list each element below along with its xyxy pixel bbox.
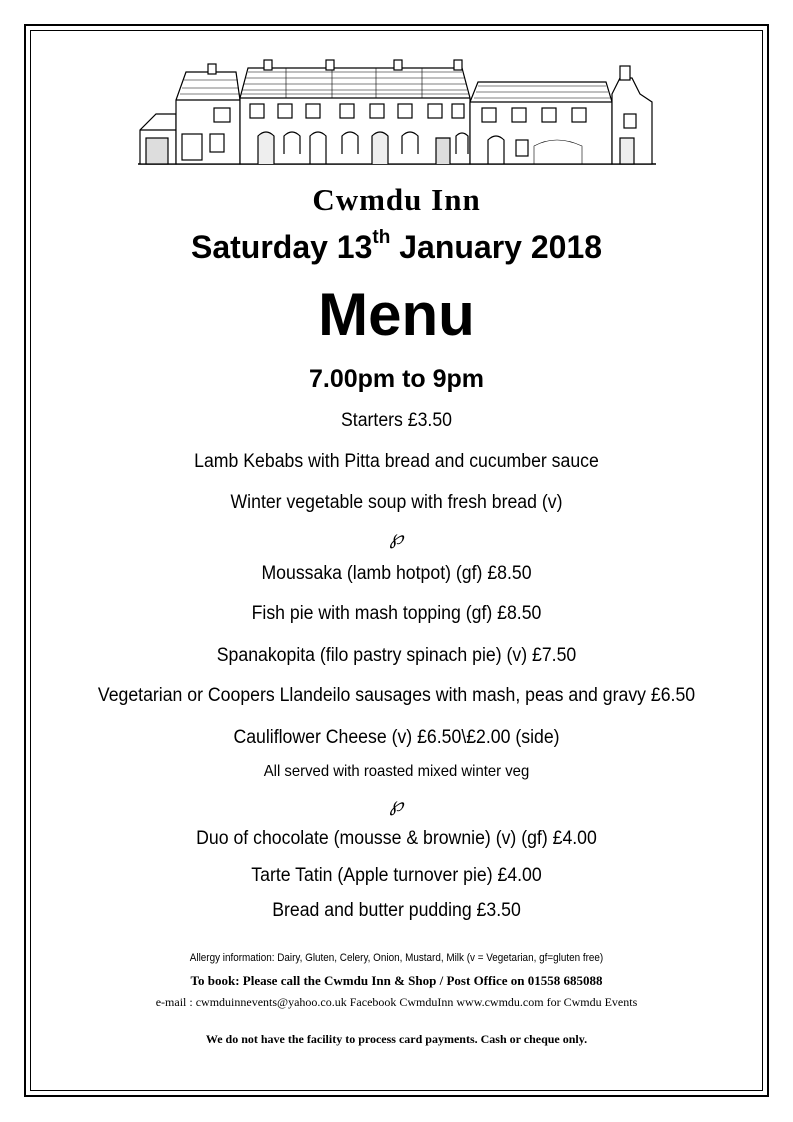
booking-info: To book: Please call the Cwmdu Inn & Shop / Post Office on 01558 685088 bbox=[190, 973, 603, 988]
main-item: Cauliflower Cheese (v) £6.50\£2.00 (side) bbox=[233, 727, 560, 748]
contact-info: e-mail : cwmduinnevents@yahoo.co.uk Facebook CwmduInn www.cwmdu.com for Cwmdu Events bbox=[155, 995, 638, 1009]
dessert-item: Bread and butter pudding £3.50 bbox=[272, 900, 521, 921]
mains-note: All served with roasted mixed winter veg bbox=[263, 763, 530, 780]
menu-title: Menu bbox=[318, 281, 475, 348]
starter-item: Winter vegetable soup with fresh bread (v) bbox=[230, 492, 563, 513]
date-ordinal: th bbox=[372, 227, 391, 248]
date-prefix: Saturday 13 bbox=[190, 229, 373, 265]
inn-illustration bbox=[136, 58, 658, 170]
main-item: Fish pie with mash topping (gf) £8.50 bbox=[251, 603, 542, 624]
main-item: Vegetarian or Coopers Llandeilo sausages with mash, peas and gravy £6.50 bbox=[97, 685, 696, 706]
section-separator: ℘ bbox=[389, 527, 404, 549]
payment-note: We do not have the facility to process card payments. Cash or cheque only. bbox=[205, 1032, 588, 1046]
dessert-item: Duo of chocolate (mousse & brownie) (v) (gf) £4.00 bbox=[196, 828, 597, 849]
pub-name: Cwmdu Inn bbox=[312, 182, 481, 217]
event-date bbox=[30, 229, 763, 266]
main-item: Moussaka (lamb hotpot) (gf) £8.50 bbox=[261, 563, 532, 584]
date-rest: January 2018 bbox=[390, 229, 603, 265]
main-item: Spanakopita (filo pastry spinach pie) (v) £7.50 bbox=[216, 645, 577, 666]
allergy-info: Allergy information: Dairy, Gluten, Celery, Onion, Mustard, Milk (v = Vegetarian, gf=gluten free) bbox=[189, 952, 604, 964]
service-time: 7.00pm to 9pm bbox=[308, 365, 485, 393]
dessert-item: Tarte Tatin (Apple turnover pie) £4.00 bbox=[251, 865, 542, 886]
starters-heading: Starters £3.50 bbox=[341, 410, 452, 431]
starter-item: Lamb Kebabs with Pitta bread and cucumber sauce bbox=[194, 451, 599, 472]
section-separator: ℘ bbox=[389, 794, 404, 816]
